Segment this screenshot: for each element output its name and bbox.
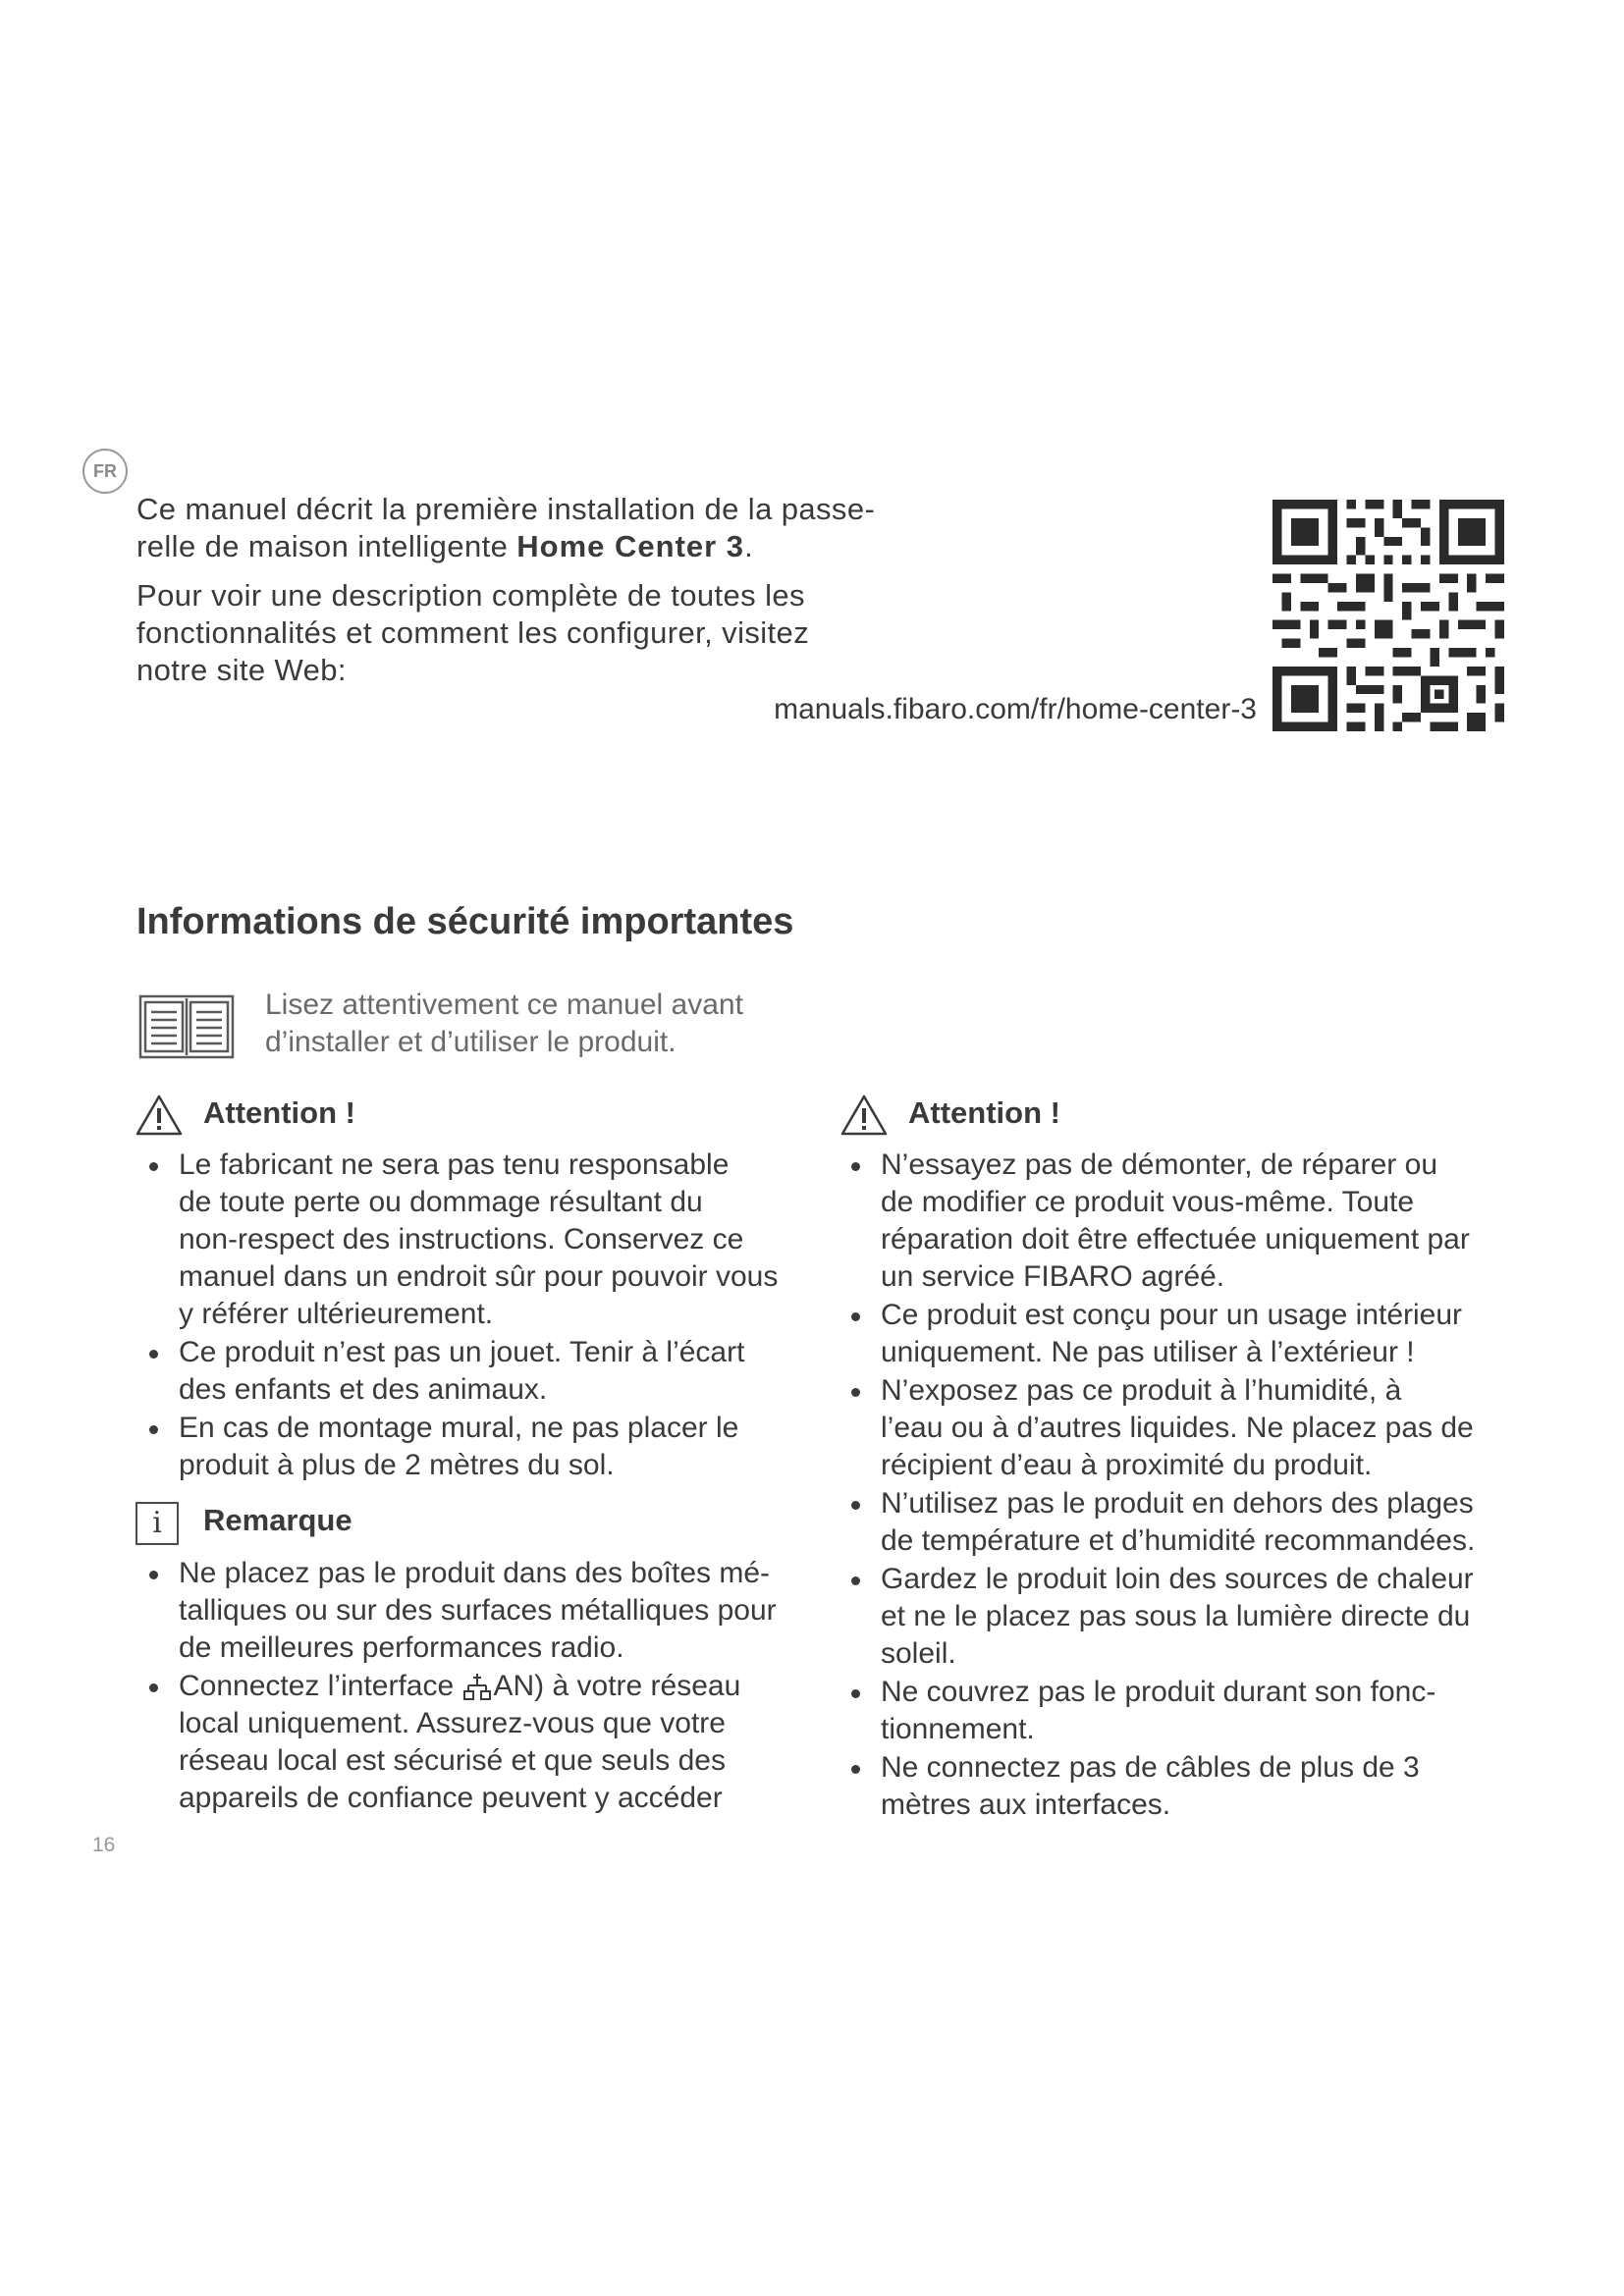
language-badge-label: FR	[93, 460, 117, 481]
item-line: de température et d’humidité recommandées.	[881, 1524, 1476, 1557]
intro-paragraph-2	[136, 577, 981, 689]
read-manual-notice	[265, 987, 854, 1061]
item-line: de modifier ce produit vous-même. Toute	[881, 1186, 1415, 1218]
item-line: réparation doit être effectuée uniquement par	[881, 1223, 1470, 1255]
item-line: et ne le placez pas sous la lumière directe du	[881, 1600, 1471, 1632]
item-line: local uniquement. Assurez-vous que votre	[179, 1707, 726, 1739]
item-line: N’essayez pas de démonter, de réparer ou	[881, 1148, 1437, 1181]
item-line: N’exposez pas ce produit à l’humidité, à	[881, 1374, 1402, 1407]
note-list	[137, 1555, 815, 1818]
item-line: N’utilisez pas le produit en dehors des plages	[881, 1487, 1474, 1520]
intro-p2-line-2: fonctionnalités et comment les configurer, visitez	[136, 615, 810, 650]
item-line: Connectez l’interface	[179, 1670, 462, 1702]
item-line: Ne placez pas le produit dans des boîtes mé-	[179, 1557, 771, 1589]
manual-url-link[interactable]: manuals.fibaro.com/fr/home-center-3	[774, 693, 1257, 725]
item-line: produit à plus de 2 mètres du sol.	[179, 1449, 615, 1481]
list-item	[839, 1147, 1517, 1296]
right-attention-title: Attention !	[908, 1095, 1060, 1130]
item-line: Ce produit est conçu pour un usage intérieur	[881, 1299, 1463, 1331]
intro-line-1: Ce manuel décrit la première installation de la passe-	[136, 492, 876, 526]
item-line: talliques ou sur des surfaces métalliques pour	[179, 1594, 777, 1627]
intro-text	[136, 491, 981, 701]
bullet-dot	[851, 1312, 860, 1321]
item-line: soleil.	[881, 1637, 956, 1670]
qr-code-icon[interactable]	[1272, 500, 1504, 731]
item-line: Ne connectez pas de câbles de plus de 3	[881, 1751, 1420, 1784]
bullet-dot	[149, 1162, 158, 1171]
list-item	[137, 1410, 815, 1484]
bullet-dot	[149, 1683, 158, 1692]
item-line: AN) à votre réseau	[493, 1670, 741, 1702]
intro-p2-line-1: Pour voir une description complète de toutes les	[136, 578, 805, 613]
item-line: de meilleures performances radio.	[179, 1631, 624, 1664]
language-badge-icon	[82, 449, 128, 494]
item-line: y référer ultérieurement.	[179, 1298, 494, 1330]
bullet-dot	[851, 1765, 860, 1774]
item-line: récipient d’eau à proximité du produit.	[881, 1449, 1373, 1481]
item-line: Ce produit n’est pas un jouet. Tenir à l’écart	[179, 1336, 745, 1368]
warning-triangle-icon	[135, 1094, 184, 1137]
item-line: mètres aux interfaces.	[881, 1789, 1171, 1821]
bullet-dot	[851, 1388, 860, 1397]
list-item	[137, 1668, 815, 1817]
bullet-dot	[851, 1162, 860, 1171]
item-line: manuel dans un endroit sûr pour pouvoir vous	[179, 1260, 779, 1293]
intro-p2-line-3: notre site Web:	[136, 653, 347, 687]
list-item	[137, 1334, 815, 1409]
list-item	[839, 1674, 1517, 1748]
item-line: Le fabricant ne sera pas tenu responsable	[179, 1148, 730, 1181]
product-name: Home Center 3	[516, 529, 745, 563]
item-line: réseau local est sécurisé et que seuls des	[179, 1744, 726, 1777]
item-line: appareils de confiance peuvent y accéder	[179, 1782, 723, 1814]
lan-network-icon	[462, 1672, 494, 1701]
open-book-icon	[137, 992, 236, 1061]
list-item	[839, 1485, 1517, 1560]
read-notice-line-2: d’installer et d’utiliser le produit.	[265, 1026, 677, 1058]
left-attention-title: Attention !	[203, 1095, 355, 1130]
item-line: Ne couvrez pas le produit durant son fonc-	[881, 1676, 1436, 1708]
list-item	[137, 1147, 815, 1333]
list-item	[839, 1297, 1517, 1371]
info-icon-letter: i	[152, 1506, 162, 1540]
item-line: un service FIBARO agréé.	[881, 1260, 1225, 1293]
list-item	[137, 1555, 815, 1667]
item-line: non-respect des instructions. Conservez ce	[179, 1223, 744, 1255]
bullet-dot	[149, 1571, 158, 1579]
page-number: 16	[92, 1834, 116, 1856]
item-line: tionnement.	[881, 1713, 1035, 1745]
item-line: uniquement. Ne pas utiliser à l’extérieur !	[881, 1336, 1415, 1368]
item-line: En cas de montage mural, ne pas placer le	[179, 1412, 739, 1444]
bullet-dot	[851, 1501, 860, 1510]
right-attention-list	[839, 1147, 1517, 1825]
intro-line-2-suffix: .	[744, 529, 754, 563]
bullet-dot	[149, 1425, 158, 1434]
bullet-dot	[149, 1350, 158, 1359]
intro-paragraph-1	[136, 491, 981, 565]
warning-triangle-icon	[839, 1094, 889, 1137]
list-item	[839, 1372, 1517, 1484]
read-notice-line-1: Lisez attentivement ce manuel avant	[265, 988, 743, 1021]
note-title: Remarque	[203, 1503, 352, 1537]
item-line: Gardez le produit loin des sources de chaleur	[881, 1563, 1474, 1595]
item-line: des enfants et des animaux.	[179, 1373, 548, 1406]
left-attention-list	[137, 1147, 815, 1485]
list-item	[839, 1561, 1517, 1673]
item-line: de toute perte ou dommage résultant du	[179, 1186, 703, 1218]
bullet-dot	[851, 1689, 860, 1698]
item-line: l’eau ou à d’autres liquides. Ne placez pas de	[881, 1412, 1474, 1444]
bullet-dot	[851, 1576, 860, 1585]
info-icon	[135, 1502, 179, 1545]
list-item	[839, 1749, 1517, 1824]
safety-heading: Informations de sécurité importantes	[136, 901, 794, 942]
intro-line-2-prefix: relle de maison intelligente	[136, 529, 517, 563]
